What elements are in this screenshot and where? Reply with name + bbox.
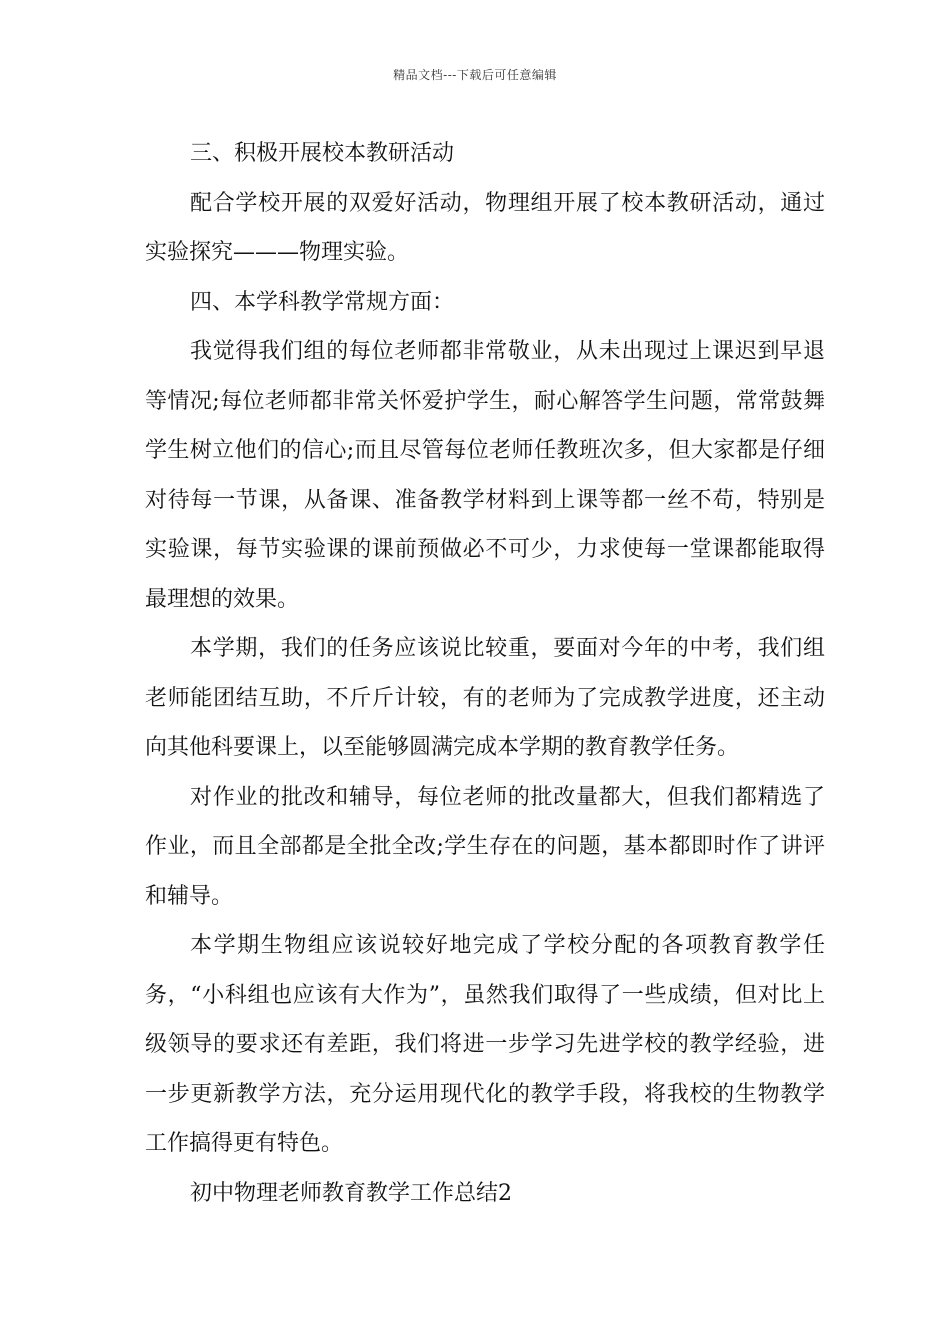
paragraph: 本学期生物组应该说较好地完成了学校分配的各项教育教学任务，“小科组也应该有大作为”，虽然我们取得了一些成绩，但对比上级领导的要求还有差距，我们将进一步学习先进学校的教学经验，进一步更新教学方法，充分运用现代化的教学手段，将我校的生物教学工作搞得更有特色。: [145, 933, 825, 1156]
paragraph: 我觉得我们组的每位老师都非常敬业，从未出现过上课迟到早退等情况;每位老师都非常关怀爱护学生，耐心解答学生问题，常常鼓舞学生树立他们的信心;而且尽管每位老师任教班次多，但大家都是仔细对待每一节课，从备课、准备教学材料到上课等都一丝不苟，特别是实验课，每节实验课的课前预做必不可少，力求使每一堂课都能取得最理想的效果。: [145, 339, 825, 612]
document-body: [145, 129, 825, 1218]
document-title-2: 初中物理老师教育教学工作总结2: [190, 1180, 512, 1206]
paragraph: 对作业的批改和辅导，每位老师的批改量都大，但我们都精选了作业，而且全部都是全批全改;学生存在的问题，基本都即时作了讲评和辅导。: [145, 784, 825, 909]
paragraph: 本学期，我们的任务应该说比较重，要面对今年的中考，我们组老师能团结互助，不斤斤计较，有的老师为了完成教学进度，还主动向其他科要课上，以至能够圆满完成本学期的教育教学任务。: [145, 636, 825, 760]
paragraph: 配合学校开展的双爱好活动，物理组开展了校本教研活动，通过实验探究———物理实验。: [145, 190, 825, 265]
section-heading-3: 三、积极开展校本教研活动: [190, 141, 455, 166]
section-heading-4: 四、本学科教学常规方面：: [190, 289, 455, 315]
page-header: 精品文档---下载后可任意编辑: [393, 68, 557, 82]
